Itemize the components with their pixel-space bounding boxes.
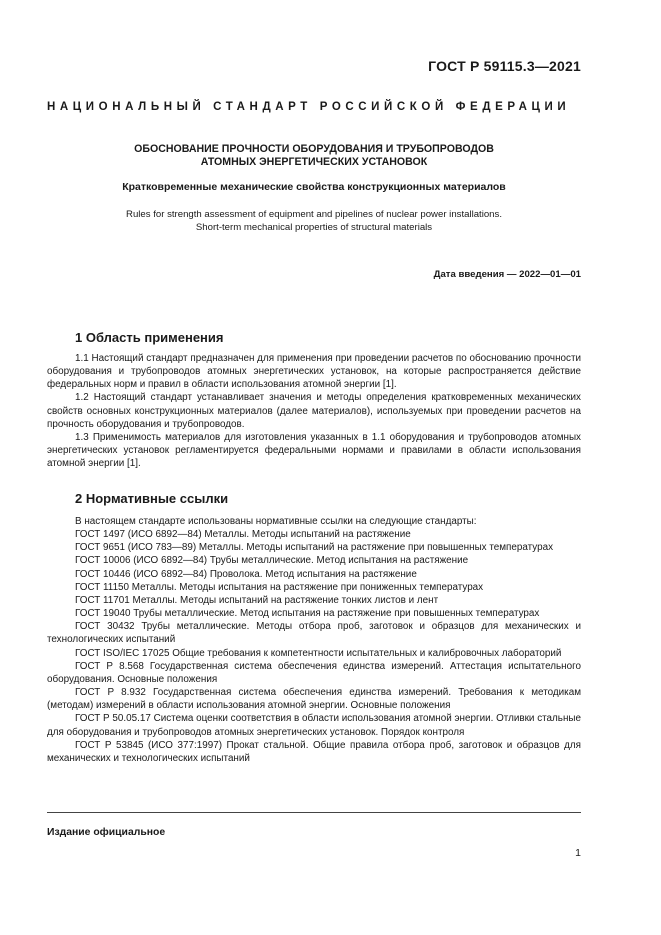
reference-item: ГОСТ 10446 (ИСО 6892—84) Проволока. Метод испытания на растяжение xyxy=(75,568,417,580)
section-1-heading: 1 Область применения xyxy=(75,330,224,345)
english-title xyxy=(47,209,581,234)
reference-item: ГОСТ Р 8.568 Государственная система обеспечения единства измерений. Аттестация испытательного оборудования. Основные положения xyxy=(47,660,581,685)
reference-item: ГОСТ 19040 Трубы металлические. Метод испытания на растяжение при повышенных температурах xyxy=(75,608,540,620)
introduction-date: Дата введения — 2022—01—01 xyxy=(433,269,581,280)
paragraph: 1.1 Настоящий стандарт предназначен для применения при проведении расчетов по обоснованию прочности оборудования и трубопроводов атомных энергетических установок, на которые распространяется действие федеральных норм и правил в области использования атомной энергии [1]. xyxy=(47,353,581,391)
reference-item: ГОСТ 11150 Металлы. Методы испытания на растяжение при пониженных температурах xyxy=(75,581,484,593)
section-2-heading: 2 Нормативные ссылки xyxy=(75,491,229,506)
paragraph: В настоящем стандарте использованы нормативные ссылки на следующие стандарты: xyxy=(75,516,477,527)
reference-item: ГОСТ 10006 (ИСО 6892—84) Трубы металлические. Метод испытания на растяжение xyxy=(75,555,469,567)
paragraph: 1.3 Применимость материалов для изготовления указанных в 1.1 оборудования и трубопроводов атомных энергетических установок регламентируется федеральными нормами и правилами в области использования атомной энергии [1]. xyxy=(47,431,581,470)
reference-item: ГОСТ Р 53845 (ИСО 377:1997) Прокат стальной. Общие правила отбора проб, заготовок и образцов для механических и технологических испытаний xyxy=(47,739,581,764)
footer-divider xyxy=(47,812,581,813)
document-subtitle: Кратковременные механические свойства конструкционных материалов xyxy=(122,181,506,193)
reference-item: ГОСТ 11701 Металлы. Методы испытаний на растяжение тонких листов и лент xyxy=(75,594,439,606)
reference-item: ГОСТ ISO/IEC 17025 Общие требования к компетентности испытательных и калибровочных лабораторий xyxy=(75,647,562,659)
section-2-body xyxy=(47,515,581,765)
document-code: ГОСТ Р 59115.3—2021 xyxy=(428,58,581,74)
section-1-body xyxy=(47,352,581,470)
reference-item: ГОСТ 1497 (ИСО 6892—84) Металлы. Методы испытаний на растяжение xyxy=(75,529,411,541)
reference-item: ГОСТ 9651 (ИСО 783—89) Металлы. Методы испытаний на растяжение при повышенных температурах xyxy=(75,542,554,554)
reference-item: ГОСТ Р 8.932 Государственная система обеспечения единства измерений. Требования к методикам (методам) измерений в области использования атомной энергии. Основные положения xyxy=(47,687,581,712)
page-number: 1 xyxy=(575,847,581,859)
document-title xyxy=(47,143,581,169)
title-line-2: АТОМНЫХ ЭНЕРГЕТИЧЕСКИХ УСТАНОВОК xyxy=(200,156,428,168)
national-standard-header: НАЦИОНАЛЬНЫЙ СТАНДАРТ РОССИЙСКОЙ ФЕДЕРАЦИИ xyxy=(47,101,571,113)
title-line-1: ОБОСНОВАНИЕ ПРОЧНОСТИ ОБОРУДОВАНИЯ И ТРУБОПРОВОДОВ xyxy=(134,143,494,155)
english-title-line-1: Rules for strength assessment of equipment and pipelines of nuclear power installations. xyxy=(126,209,502,220)
english-title-line-2: Short-term mechanical properties of structural materials xyxy=(195,221,433,233)
paragraph: 1.2 Настоящий стандарт устанавливает значения и методы определения кратковременных механических свойств основных конструкционных материалов (далее материалов), используемых при проведении расчетов на прочность оборудования и трубопроводов. xyxy=(47,392,581,430)
reference-item: ГОСТ 30432 Трубы металлические. Методы отбора проб, заготовок и образцов для механических и технологических испытаний xyxy=(47,621,581,646)
reference-item: ГОСТ Р 50.05.17 Система оценки соответствия в области использования атомной энергии. Отливки стальные для оборудования и трубопроводов атомных энергетических установок. Порядок контроля xyxy=(47,713,581,738)
official-edition-label: Издание официальное xyxy=(47,827,166,838)
